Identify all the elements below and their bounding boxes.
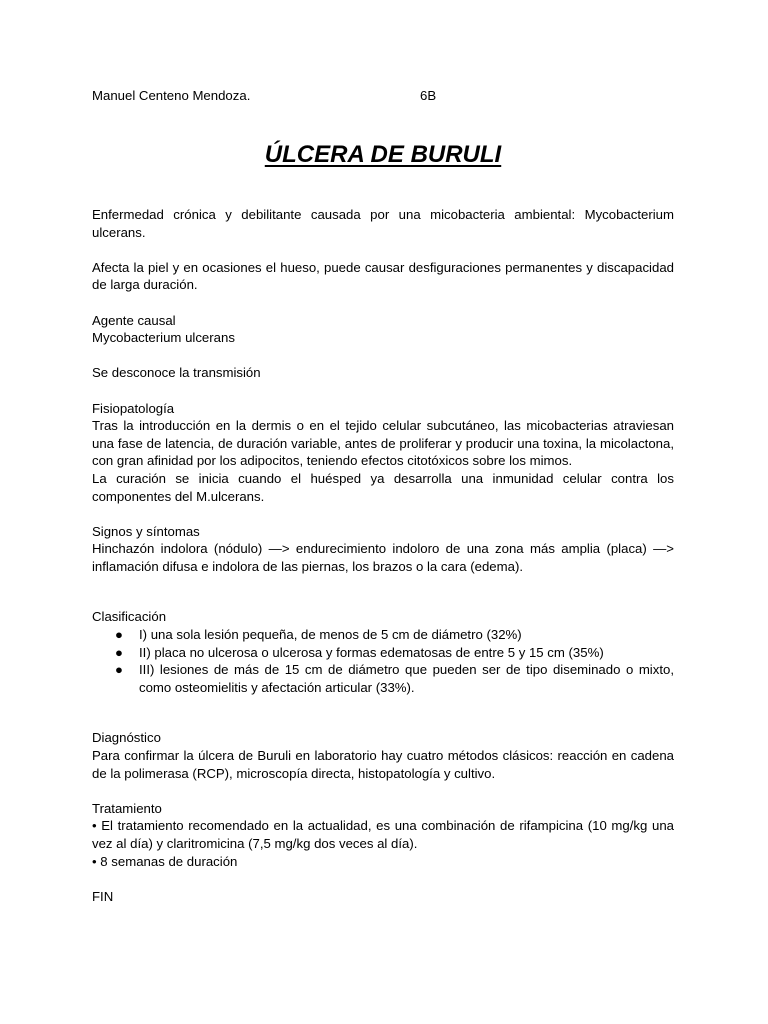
diagnostico-heading: Diagnóstico: [92, 730, 161, 746]
intro-paragraph-2: Afecta la piel y en ocasiones el hueso, puede causar desfiguraciones permanentes y discapacidad de larga duración.: [92, 259, 674, 293]
tratamiento-heading: Tratamiento: [92, 800, 162, 816]
intro-paragraph-1: Enfermedad crónica y debilitante causada por una micobacteria ambiental: Mycobacterium ulcerans.: [92, 207, 674, 240]
document-header: [92, 87, 674, 105]
signos-heading: Signos y síntomas: [92, 523, 200, 539]
clasificacion-list: [92, 626, 674, 696]
list-item: [92, 661, 674, 696]
agente-text: Mycobacterium ulcerans: [92, 330, 235, 346]
list-item-text: III) lesiones de más de 15 cm de diámetro que pueden ser de tipo diseminado o mixto, como osteomielitis y afectación articular (33%).: [139, 662, 674, 695]
clasificacion-heading: Clasificación: [92, 609, 167, 625]
document-title: ÚLCERA DE BURULI: [264, 141, 502, 168]
fisiopatologia-heading: Fisiopatología: [92, 400, 175, 416]
signos-text: Hinchazón indolora (nódulo) —> endurecimiento indoloro de una zona más amplia (placa) —> inflamación difusa e indolora de las piernas, los brazos o la cara (edema).: [92, 541, 674, 574]
tratamiento-item-1: • El tratamiento recomendado en la actualidad, es una combinación de rifampicina (10 mg/kg una vez al día) y claritromicina (7,5 mg/kg dos veces al día).: [92, 818, 674, 851]
bullet-icon: ●: [115, 662, 123, 678]
tratamiento-item-2: • 8 semanas de duración: [92, 853, 238, 869]
document-body: [92, 206, 674, 905]
list-item-text: II) placa no ulcerosa o ulcerosa y formas edematosas de entre 5 y 15 cm (35%): [139, 644, 604, 660]
end-marker: FIN: [92, 888, 114, 904]
diagnostico-text: Para confirmar la úlcera de Buruli en laboratorio hay cuatro métodos clásicos: reacción en cadena de la polimerasa (RCP), microscopía directa, histopatología y cultivo.: [92, 748, 674, 781]
agente-heading: Agente causal: [92, 312, 176, 328]
bullet-icon: ●: [115, 644, 123, 660]
fisiopatologia-paragraph-1: Tras la introducción en la dermis o en el tejido celular subcutáneo, las micobacterias atraviesan una fase de latencia, de duración variable, antes de proliferar y producir una toxina, la micolactona, con gran afinidad por los adipocitos, teniendo efectos citotóxicos sobre los mimos.: [92, 418, 674, 469]
fisiopatologia-paragraph-2: La curación se inicia cuando el huésped ya desarrolla una inmunidad celular contra los componentes del M.ulcerans.: [92, 470, 674, 504]
author-name: Manuel Centeno Mendoza.: [92, 88, 251, 103]
bullet-icon: ●: [115, 627, 123, 643]
transmision-text: Se desconoce la transmisión: [92, 365, 261, 381]
group-label: 6B: [420, 88, 437, 103]
list-item-text: I) una sola lesión pequeña, de menos de 5 cm de diámetro (32%): [139, 627, 522, 643]
list-item: [92, 644, 674, 662]
list-item: [92, 626, 674, 644]
